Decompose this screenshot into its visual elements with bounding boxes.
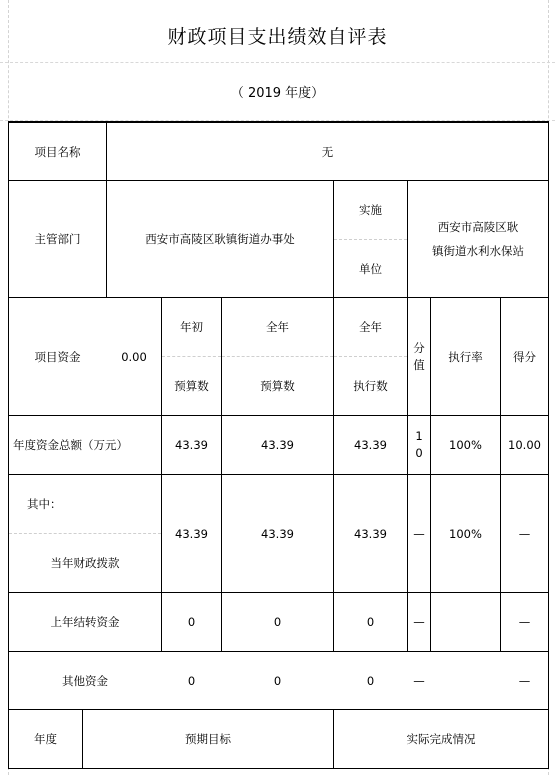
total-annual: 43.39 [261,438,294,452]
impl-unit-value-line1: 西安市高陵区耿 [437,220,519,234]
header-exec-top: 全年 [359,320,382,334]
header-initial-bottom: 预算数 [174,379,209,393]
report-year: （ 2019 年度） [230,86,325,101]
current-rate: 100% [449,526,482,541]
header-annual-bottom: 预算数 [260,379,295,393]
goal-actual-label: 实际完成情况 [406,732,476,746]
other-funds-label: 其他资金 [62,673,108,688]
sheet-gridline [0,62,555,63]
total-weight [408,416,430,474]
dept-label: 主管部门 [34,232,81,246]
impl-unit-label-top: 实施 [359,203,382,217]
total-initial: 43.39 [175,438,208,452]
other-annual: 0 [273,673,282,688]
header-exec-rate: 执行率 [448,349,483,364]
header-score: 得分 [513,349,536,364]
impl-unit-label-bottom: 单位 [359,261,382,276]
carryover-rate [431,593,500,651]
total-score: 10.00 [508,438,541,452]
page-title: 财政项目支出绩效自评表 [167,26,388,48]
header-score-weight [408,298,430,415]
dept-value: 西安市高陵区耿镇街道办事处 [145,232,295,246]
total-label: 年度资金总额（万元） [13,438,128,452]
current-year-label: 当年财政拨款 [50,556,120,570]
impl-unit-value [408,181,548,297]
current-initial: 43.39 [175,526,208,541]
header-annual-top: 全年 [266,320,289,334]
current-weight: — [413,526,425,541]
carryover-exec: 0 [366,615,375,629]
carryover-label: 上年结转资金 [50,615,120,629]
current-annual: 43.39 [261,526,294,541]
carryover-score: — [518,615,531,629]
carryover-weight: — [413,615,425,629]
carryover-annual: 0 [273,615,282,629]
header-initial-top: 年初 [180,320,203,334]
header-score-weight-text: 分 值 [413,340,425,372]
project-name-value: 无 [321,144,334,159]
carryover-initial: 0 [187,615,196,629]
total-rate: 100% [449,438,482,452]
other-weight: — [413,673,425,688]
funds-amount: 0.00 [121,349,147,364]
header-exec-bottom: 执行数 [353,379,388,393]
total-weight-text: 1 0 [415,429,423,460]
other-rate [431,652,500,709]
goal-year-label: 年度 [34,732,57,746]
goal-expected-label: 预期目标 [185,732,231,746]
funds-label: 项目资金 [34,349,81,364]
other-initial: 0 [187,673,196,688]
total-exec: 43.39 [354,438,387,452]
project-name-label: 项目名称 [34,144,81,159]
other-score: — [518,673,531,688]
other-exec: 0 [366,673,375,688]
current-score: — [518,526,531,541]
of-which-label: 其中： [27,497,62,511]
current-exec: 43.39 [354,526,387,541]
impl-unit-value-line2: 镇街道水利水保站 [432,244,524,258]
